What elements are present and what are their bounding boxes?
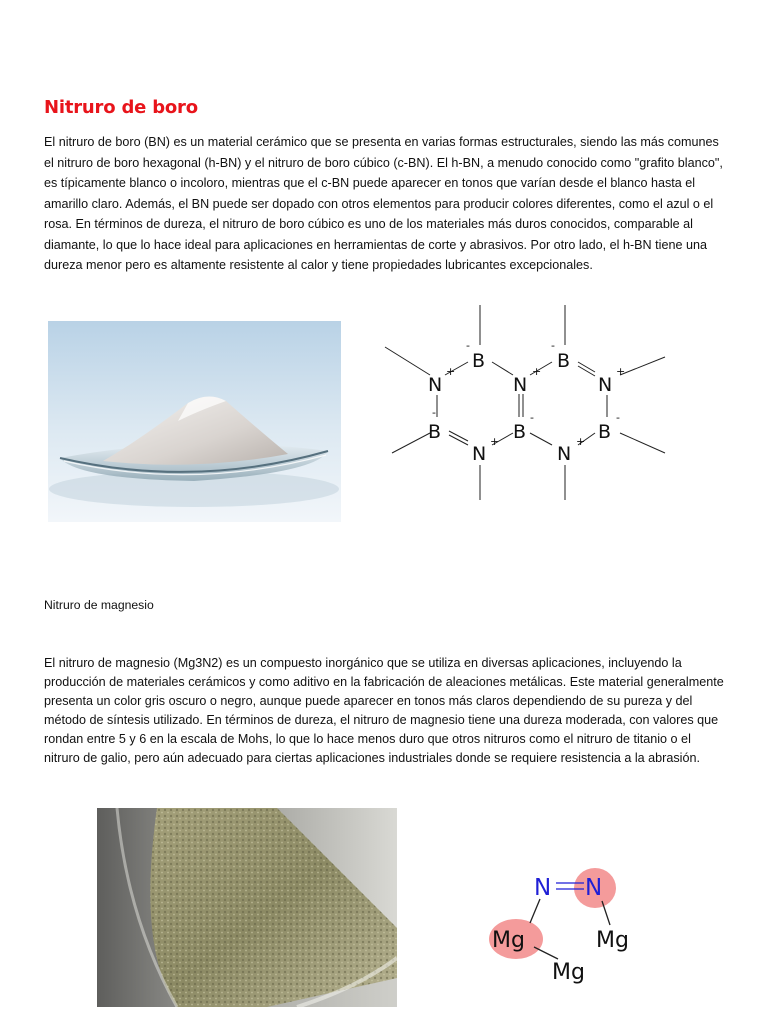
atom-mg-1: Mg — [492, 928, 525, 953]
svg-text:-: - — [551, 339, 555, 352]
magnesium-nitride-photo — [97, 808, 397, 1007]
svg-text:-: - — [616, 411, 620, 424]
atom-b-top-1: B — [472, 350, 486, 372]
atom-n-bottom-2: N — [557, 443, 572, 465]
magnesium-nitride-paragraph: El nitruro de magnesio (Mg3N2) es un compuesto inorgánico que se utiliza en diversas aplicaciones, incluyendo la producción de materiales cerámicos y como aditivo en la fabricación de aleaciones metálicas. Este material generalmente presenta un color gris oscuro o negro, aunque puede aparecer en tonos más claros dependiendo de su pureza y del método de síntesis utilizado. En términos de dureza, el nitruro de magnesio tiene una dureza moderada, con valores que rondan entre 5 y 6 en la escala de Mohs, lo que lo hace menos duro que otros nitruros como el nitruro de titanio o el nitruro de galio, pero aún adecuado para ciertas aplicaciones industriales donde se requiere resistencia a la abrasión. — [44, 656, 724, 765]
svg-text:+: + — [446, 365, 456, 378]
atom-mg-2: Mg — [596, 928, 629, 953]
magnesium-nitride-structure-diagram — [478, 855, 648, 995]
boron-nitride-paragraph: El nitruro de boro (BN) es un material cerámico que se presenta en varias formas estructurales, siendo las más comunes el nitruro de boro hexagonal (h-BN) y el nitruro de boro cúbico (c-BN). El h-BN, a menudo conocido como "grafito blanco", es típicamente blanco o incoloro, mientras que el c-BN puede aparecer en tonos que varían desde el blanco hasta el amarillo claro. Además, el BN puede ser dopado con otros elementos para producir colores diferentes, como el azul o el rosa. En términos de dureza, el nitruro de boro cúbico es uno de los materiales más duros conocidos, comparable al diamante, lo que lo hace ideal para aplicaciones en herramientas de corte y abrasivos. Por otro lado, el h-BN tiene una dureza menor pero es altamente resistente al calor y tiene propiedades lubricantes excepcionales. — [44, 135, 723, 272]
atom-b-top-2: B — [557, 350, 571, 372]
atom-n-bottom-1: N — [472, 443, 487, 465]
atom-b-left: B — [428, 421, 442, 443]
atom-mg-3: Mg — [552, 960, 585, 985]
boron-nitride-powder-photo — [48, 321, 341, 522]
svg-text:-: - — [432, 406, 436, 419]
granules-illustration — [97, 808, 397, 1007]
svg-text:-: - — [466, 339, 470, 352]
svg-text:+: + — [532, 365, 542, 378]
powder-illustration — [48, 321, 341, 522]
atom-n-1: N — [534, 875, 552, 901]
svg-text:-: - — [530, 411, 534, 424]
atom-n-middle: N — [513, 374, 528, 396]
atom-n-left: N — [428, 374, 443, 396]
section-title-magnesium-nitride: Nitruro de magnesio — [44, 598, 154, 612]
atom-b-middle: B — [513, 421, 527, 443]
boron-nitride-structure-diagram — [380, 305, 670, 505]
svg-text:+: + — [616, 365, 626, 378]
svg-text:+: + — [576, 435, 586, 448]
atom-n-right: N — [598, 374, 613, 396]
svg-text:+: + — [490, 435, 500, 448]
atom-b-right: B — [598, 421, 612, 443]
atom-n-2: N — [585, 875, 603, 901]
section-title-boron-nitride: Nitruro de boro — [44, 97, 198, 118]
